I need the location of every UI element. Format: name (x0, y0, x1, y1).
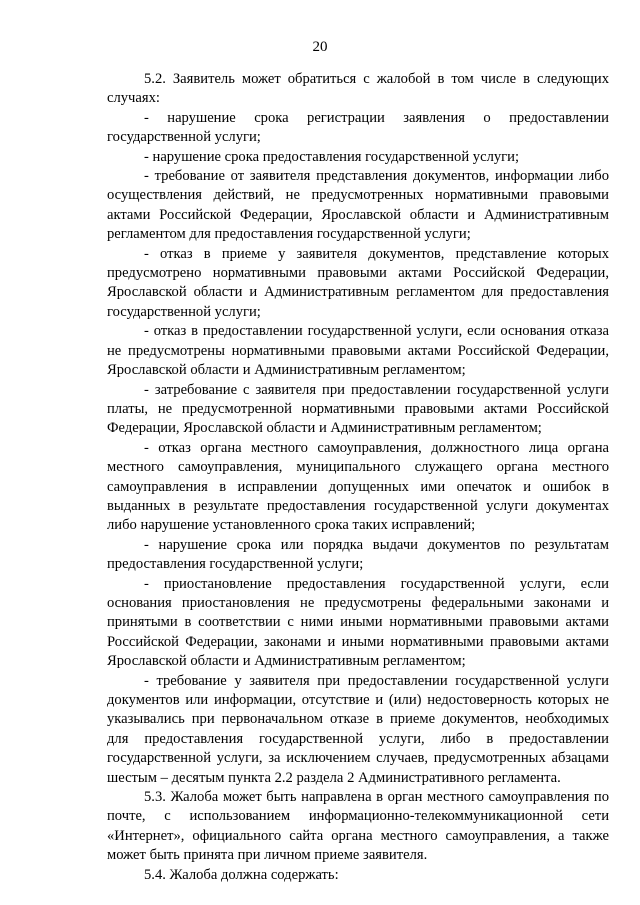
list-item-correction-refusal: - отказ органа местного самоуправления, должностного лица органа местного самоуправления, муниципального служащего органа местного самоуправления в исправлении допущенных ими опечаток и ошибок в выданных в результате предоставления государственной услуги документах либо нарушение установленного срока таких исправлений; (107, 439, 609, 534)
list-item-suspension: - приостановление предоставления государственной услуги, если основания приостановления не предусмотрены федеральными законами и принятыми в соответствии с ними иными нормативными правовыми актами Российской Федерации, законами и иными нормативными правовыми актами Ярославской области и Административным регламентом; (107, 575, 609, 670)
list-item-registration-term: - нарушение срока регистрации заявления о предоставлении государственной услуги; (107, 109, 609, 146)
list-item-acceptance-refusal: - отказ в приеме у заявителя документов, представление которых предусмотрено нормативными правовыми актами Российской Федерации, Ярославской области и Административным регламентом для предоставления государственной услуги; (107, 245, 609, 320)
list-item-service-refusal: - отказ в предоставлении государственной услуги, если основания отказа не предусмотрены нормативными правовыми актами Российской Федерации, Ярославской области и Административным регламентом; (107, 323, 609, 379)
page-number: 20 (312, 39, 328, 55)
document-body (107, 70, 609, 885)
list-item-unlisted-documents: - требование у заявителя при предоставлении государственной услуги документов или информации, отсутствие и (или) недостоверность которых не указывались при первоначальном отказе в приеме документов, необходимых для предоставления государственной услуги, либо в предоставлении государственной услуги, за исключением случаев, предусмотренных абзацами шестым – десятым пункта 2.2 раздела 2 Административного регламента. (107, 672, 609, 786)
clause-5-2-intro: 5.2. Заявитель может обратиться с жалобой в том числе в следующих случаях: (107, 71, 609, 107)
clause-5-4: 5.4. Жалоба должна содержать: (144, 866, 339, 883)
list-item-document-requirement: - требование от заявителя представления документов, информации либо осуществления действий, не предусмотренных нормативными правовыми актами Российской Федерации, Ярославской области и Административным регламентом для предоставления государственной услуги; (107, 168, 609, 243)
clause-5-3: 5.3. Жалоба может быть направлена в орган местного самоуправления по почте, с использованием информационно-телекоммуникационной сети «Интернет», официального сайта органа местного самоуправления, а также может быть принята при личном приеме заявителя. (107, 789, 609, 864)
list-item-payment-demand: - затребование с заявителя при предоставлении государственной услуги платы, не предусмотренной нормативными правовыми актами Российской Федерации, Ярославской области и Административным регламентом; (107, 381, 609, 437)
list-item-issuance-violation: - нарушение срока или порядка выдачи документов по результатам предоставления государственной услуги; (107, 536, 609, 573)
list-item-service-term: - нарушение срока предоставления государственной услуги; (144, 148, 520, 165)
